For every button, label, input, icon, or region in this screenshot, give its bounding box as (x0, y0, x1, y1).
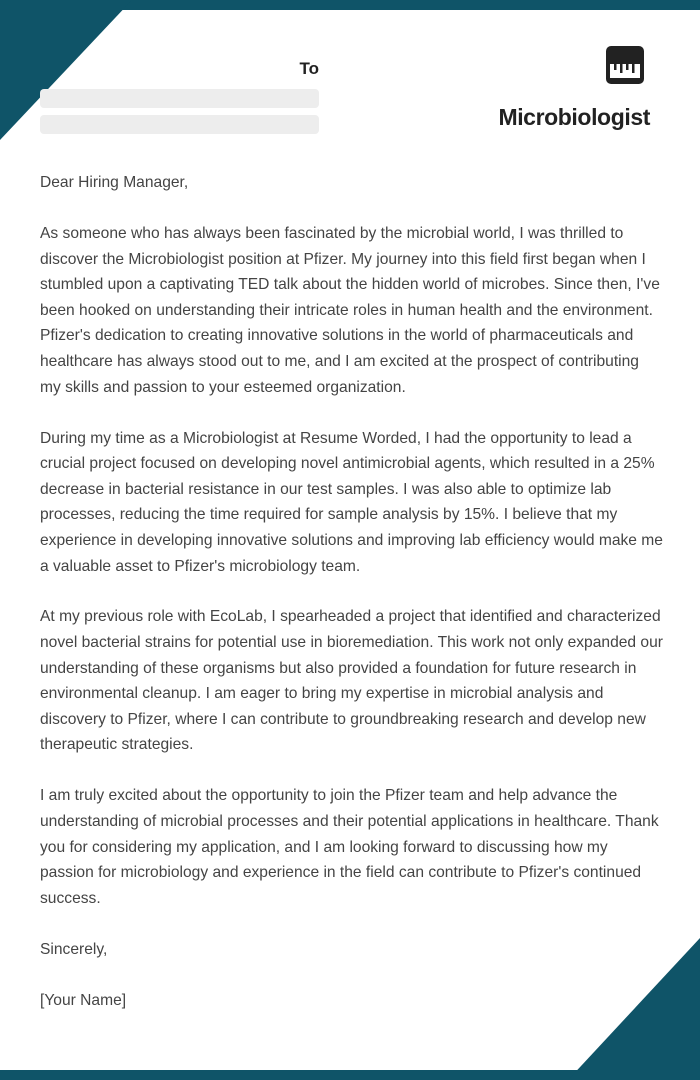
letter-closing: Sincerely, (40, 940, 108, 958)
letter-greeting: Dear Hiring Manager, (40, 174, 189, 191)
letter-paragraph: I am truly excited about the opportunity to join the Pfizer team and help advance the understanding of microbial processes and their potential applications in healthcare. Thank you for considering my application, and I am looking forward to discussing how my passion for microbiology and experience in the field can contribute to Pfizer's continued success. (40, 787, 659, 907)
ruler-icon (606, 46, 644, 84)
job-title-heading: Microbiologist (498, 104, 650, 130)
recipient-placeholder-line-2 (40, 115, 319, 134)
recipient-label: To (299, 59, 319, 78)
letter-paragraph: At my previous role with EcoLab, I spearheaded a project that identified and characterized novel bacterial strains for potential use in bioremediation. This work not only expanded our understanding of these organisms but also provided a foundation for future research in environmental cleanup. I am eager to bring my expertise in microbial analysis and discovery to Pfizer, where I can contribute to groundbreaking research and develop new therapeutic strategies. (40, 608, 663, 754)
letter-paragraph: As someone who has always been fascinated by the microbial world, I was thrilled to discover the Microbiologist position at Pfizer. My journey into this field first began when I stumbled upon a captivating TED talk about the hidden world of microbes. Since then, I've been hooked on understanding their intricate roles in human health and the environment. Pfizer's dedication to creating innovative solutions in the world of pharmaceuticals and healthcare has always stood out to me, and I am excited at the prospect of contributing my skills and passion to your esteemed organization. (40, 224, 660, 396)
letter-paragraph: During my time as a Microbiologist at Resume Worded, I had the opportunity to lead a crucial project focused on developing novel antimicrobial agents, which resulted in a 25% decrease in bacterial resistance in our test samples. I was also able to optimize lab processes, reducing the time required for sample analysis by 15%. I believe that my experience in developing innovative solutions and improving lab efficiency would make me a valuable asset to Pfizer's microbiology team. (40, 429, 663, 575)
letter-body (40, 170, 664, 1039)
letter-signature: [Your Name] (40, 991, 127, 1009)
recipient-placeholder-line-1 (40, 89, 319, 108)
